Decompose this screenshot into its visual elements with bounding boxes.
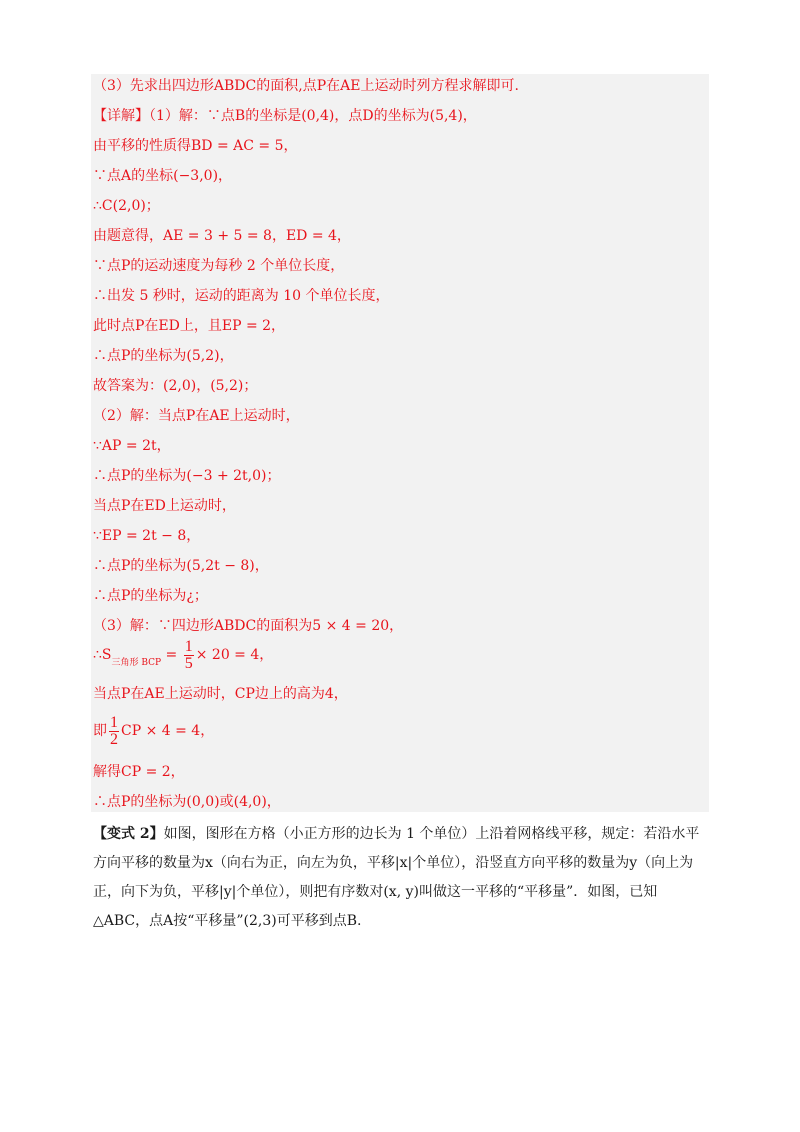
formula-rest: CP × 4 = 4， — [121, 723, 215, 739]
detail-line-7: ∴出发 5 秒时，运动的距离为 10 个单位长度， — [93, 288, 390, 304]
detail-line-22: 解得CP = 2， — [93, 764, 185, 780]
detail-line-1: 【详解】（1）解：∵点B的坐标是(0,4)，点D的坐标为(5,4)， — [93, 108, 477, 124]
fraction-one-half — [109, 715, 119, 748]
detail-line-11: （2）解：当点P在AE上运动时， — [93, 408, 300, 424]
detail-line-10: 故答案为：(2,0)，(5,2)； — [93, 378, 258, 394]
detail-line-15: ∵EP = 2t − 8， — [93, 528, 201, 544]
detail-line-9: ∴点P的坐标为(5,2)， — [93, 348, 234, 364]
detail-line-2: 由平移的性质得BD = AC = 5， — [93, 138, 298, 154]
detail-line-20: 当点P在AE上运动时，CP边上的高为4， — [93, 686, 348, 702]
detail-line-8: 此时点P在ED上，且EP = 2， — [93, 318, 286, 334]
half-formula-line — [93, 714, 214, 748]
detail-line-4: ∴C(2,0)； — [93, 198, 160, 214]
area-symbol: ∴S — [93, 647, 112, 663]
hint-line-3: （3）先求出四边形ABDC的面积,点P在AE上运动时列方程求解即可. — [93, 78, 519, 94]
detail-line-6: ∵点P的运动速度为每秒 2 个单位长度， — [93, 258, 345, 274]
detail-line-13: ∴点P的坐标为(−3 + 2t,0)； — [93, 468, 281, 484]
detail-line-23: ∴点P的坐标为(0,0)或(4,0)， — [93, 794, 281, 810]
detail-line-18: （3）解：∵四边形ABDC的面积为5 × 4 = 20， — [93, 618, 404, 634]
equals-sign: = — [165, 647, 178, 663]
detail-line-14: 当点P在ED上运动时， — [93, 498, 236, 514]
variant-paragraph — [93, 820, 713, 936]
variant-text: 如图，图形在方格（小正方形的边长为 1 个单位）上沿着网格线平移，规定：若沿水平方向平移的数量为x（向右为正，向左为负，平移|x|个单位），沿竖直方向平移的数量为y（向上为正，向下为负，平移|y|个单位），则把有序数对(x, y)叫做这一平移的“平移量”．如图，已知△ABC，点A按“平移量”(2,3)可平移到点B. — [93, 826, 700, 929]
variant-label: 【变式 2】 — [93, 826, 164, 842]
half-prefix: 即 — [93, 723, 107, 739]
detail-line-3: ∵点A的坐标(−3,0)， — [93, 168, 233, 184]
fraction-one-fifth — [184, 639, 194, 672]
formula-rest: × 20 = 4， — [195, 647, 274, 663]
detail-line-5: 由题意得，AE = 3 + 5 = 8，ED = 4， — [93, 228, 351, 244]
fraction-denominator: 5 — [184, 654, 193, 672]
fraction-numerator: 1 — [184, 637, 193, 655]
fraction-numerator: 1 — [110, 713, 118, 731]
detail-line-17: ∴点P的坐标为¿； — [93, 588, 208, 604]
area-formula-line — [93, 638, 273, 674]
area-subscript: 三角形 BCP — [111, 658, 162, 668]
detail-line-12: ∵AP = 2t， — [93, 438, 171, 454]
fraction-denominator: 2 — [110, 730, 118, 748]
detail-line-16: ∴点P的坐标为(5,2t − 8)， — [93, 558, 269, 574]
